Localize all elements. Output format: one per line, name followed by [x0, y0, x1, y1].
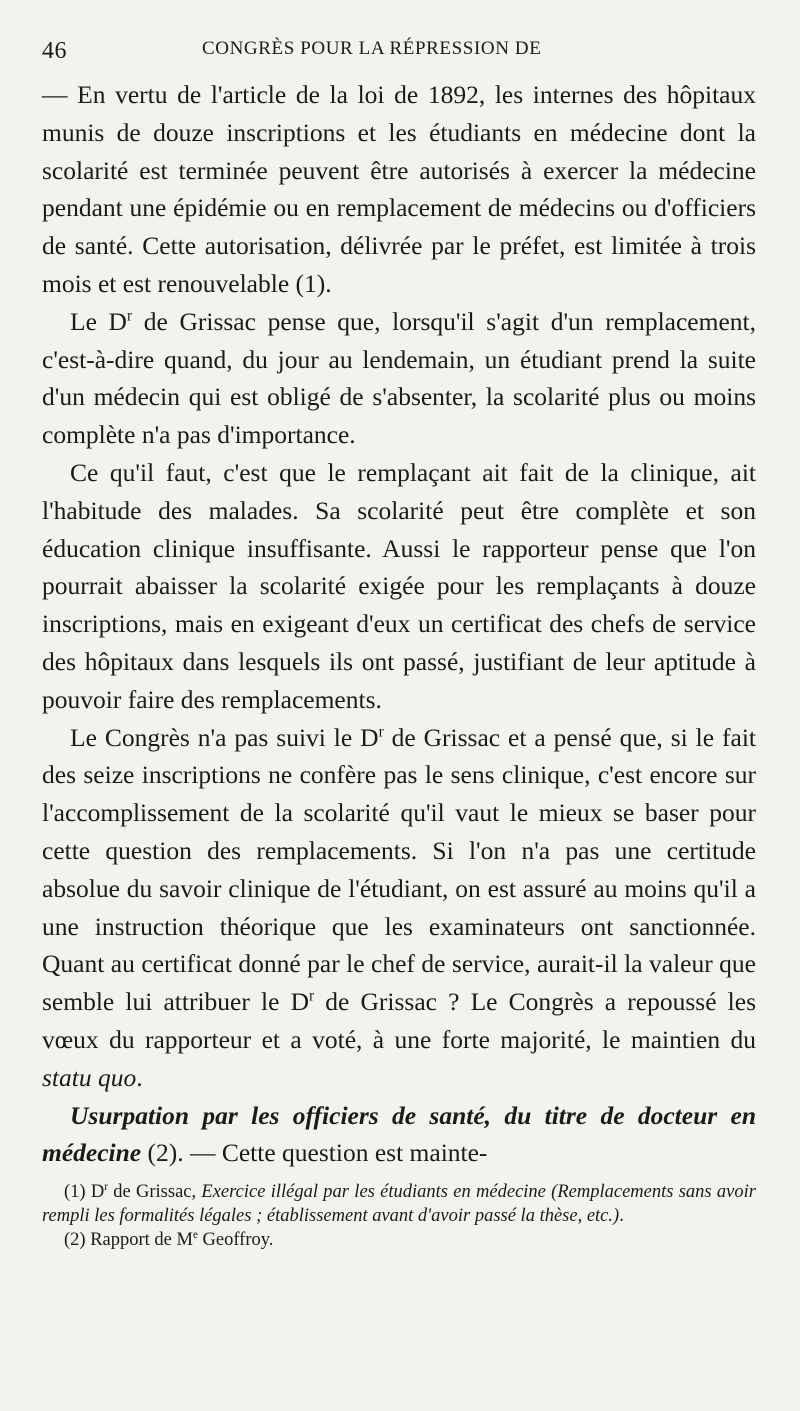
- footnotes: [42, 1180, 756, 1252]
- paragraph-3: Ce qu'il faut, c'est que le remplaçant ait fait de la clinique, ait l'habitude des malades. Sa scolarité peut être complète et son éducation clinique insuffisante. Aussi le rapporteur pense que l'on pourrait abaisser la scolarité exigée pour les remplaçants à douze inscriptions, mais en exigeant d'eux un certificat des chefs de service des hôpitaux dans lesquels ils ont passé, justifiant de leur aptitude à pouvoir faire des remplacements.: [42, 457, 756, 714]
- section-title: Usurpation par les officiers de santé, du titre de docteur en médecine: [42, 1100, 756, 1168]
- paragraph-4: Le Congrès n'a pas suivi le $D^r$ de Grissac et a pensé que, si le fait des seize inscriptions ne confère pas le sens clinique, c'est encore sur l'accomplissement de la scolarité qu'il vaut le mieux se baser pour cette question des remplacements. Si l'on n'a pas une certitude absolue du savoir clinique de l'étudiant, on est assuré au moins qu'il a une instruction théorique que les examinateurs ont sanctionnée. Quant au certificat donné par le chef de service, aurait-il la valeur que semble lui attribuer le $D^r$ de Grissac ? Le Congrès a repoussé les vœux du rapporteur et a voté, à une forte majorité, le maintien du statu quo.: [42, 722, 756, 1092]
- paragraph-1: — En vertu de l'article de la loi de 1892, les internes des hôpitaux munis de douze inscriptions et les étudiants en médecine dont la scolarité est terminée peuvent être autorisés à exercer la médecine pendant une épidémie ou en remplacement de médecins ou d'officiers de santé. Cette autorisation, délivrée par le préfet, est limitée à trois mois et est renouvelable (1).: [42, 80, 756, 298]
- running-head: [42, 28, 756, 76]
- latin-phrase: statu quo: [42, 1062, 137, 1092]
- running-title: CONGRÈS POUR LA RÉPRESSION DE: [202, 38, 542, 59]
- footnote-1: (1) $D^r$ de Grissac, Exercice illégal par les étudiants en médecine (Remplacements sans avoir rempli les formalités légales ; établissement avant d'avoir passé la thèse, etc.).: [42, 1180, 756, 1227]
- page-number: 46: [42, 38, 67, 64]
- footnote-2: (2) Rapport de Me Geoffroy.: [64, 1228, 274, 1251]
- body-text: [42, 76, 756, 1172]
- paragraph-2: Le $D^r$ de Grissac pense que, lorsqu'il s'agit d'un remplacement, c'est-à-dire quand, du jour au lendemain, un étudiant prend la suite d'un médecin qui est obligé de s'absenter, la scolarité plus ou moins complète n'a pas d'importance.: [42, 306, 756, 450]
- section-heading: Usurpation par les officiers de santé, du titre de docteur en médecine (2). — Cette question est mainte-: [42, 1100, 756, 1168]
